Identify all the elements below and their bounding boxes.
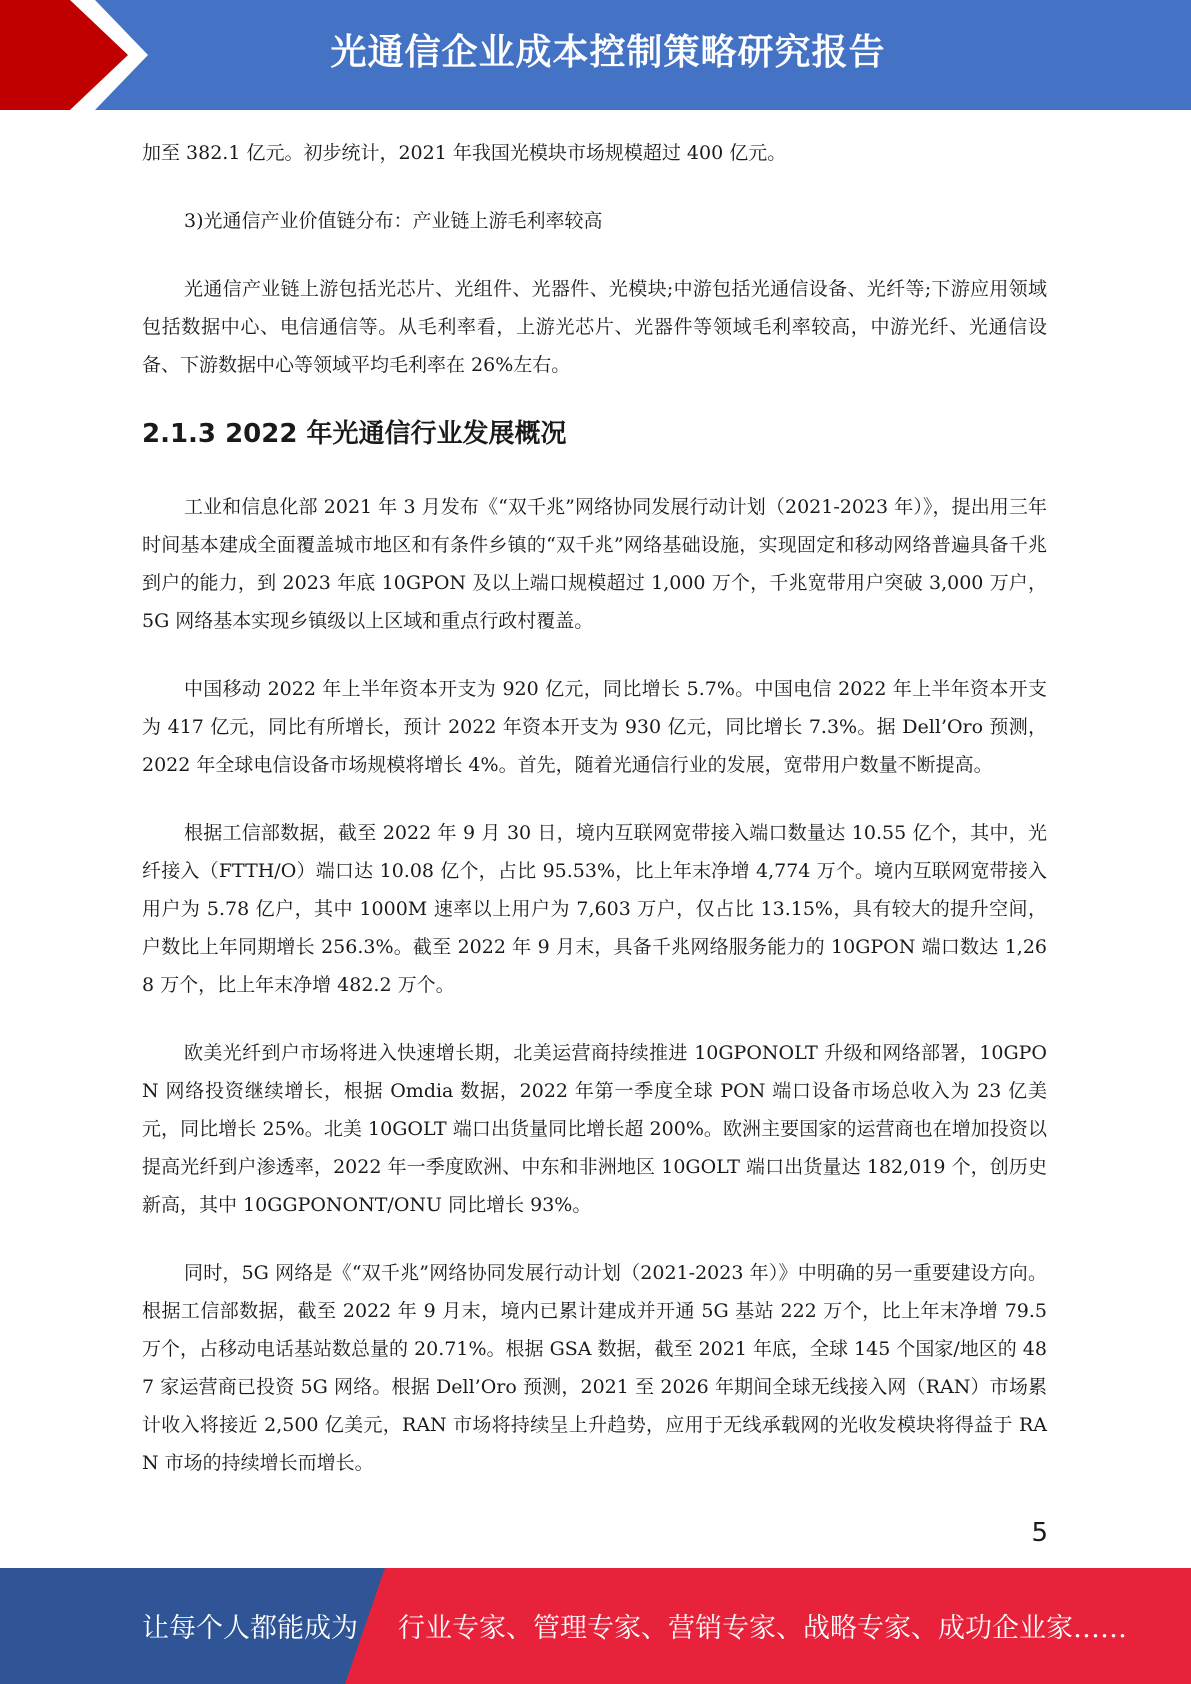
paragraph-capex: 中国移动 2022 年上半年资本开支为 920 亿元，同比增长 5.7%。中国电信 2022 年上半年资本开支为 417 亿元，同比有所增长，预计 2022 年资本开支为 930 亿元，同比增长 7.3%。据 Dell’Oro 预测，2022 年全球电信设备市场规模将增长 4%。首先，随着光通信行业的发展，宽带用户数量不断提高。 bbox=[142, 678, 1047, 776]
report-title: 光通信企业成本控制策略研究报告 bbox=[330, 32, 886, 73]
paragraph-1: 加至 382.1 亿元。初步统计，2021 年我国光模块市场规模超过 400 亿元。 bbox=[142, 142, 787, 164]
paragraph-value-chain: 光通信产业链上游包括光芯片、光组件、光器件、光模块;中游包括光通信设备、光纤等;下游应用领域包括数据中心、电信通信等。从毛利率看，上游光芯片、光器件等领域毛利率较高，中游光纤、光通信设备、下游数据中心等领域平均毛利率在 26%左右。 bbox=[142, 278, 1047, 376]
paragraph-policy: 工业和信息化部 2021 年 3 月发布《“双千兆”网络协同发展行动计划（2021-2023 年）》，提出用三年时间基本建成全面覆盖城市地区和有条件乡镇的“双千兆”网络基础设施，实现固定和移动网络普遍具备千兆到户的能力，到 2023 年底 10GPON 及以上端口规模超过 1,000 万个，千兆宽带用户突破 3,000 万户，5G 网络基本实现乡镇级以上区域和重点行政村覆盖。 bbox=[142, 496, 1047, 632]
section-heading: 2.1.3 2022 年光通信行业发展概况 bbox=[142, 419, 567, 449]
footer-slogan-left: 让每个人都能成为 bbox=[142, 1613, 358, 1644]
header-banner bbox=[0, 0, 1191, 110]
paragraph-5g: 同时，5G 网络是《“双千兆”网络协同发展行动计划（2021-2023 年）》中明确的另一重要建设方向。根据工信部数据，截至 2022 年 9 月末，境内已累计建成并开通 5G 基站 222 万个，比上年末净增 79.5 万个，占移动电话基站数总量的 20.71%。根据 GSA 数据，截至 2021 年底，全球 145 个国家/地区的 487 家运营商已投资 5G 网络。根据 Dell’Oro 预测，2021 至 2026 年期间全球无线接入网（RAN）市场累计收入将接近 2,500 亿美元，RAN 市场将持续呈上升趋势，应用于无线承载网的光收发模块将得益于 RAN 市场的持续增长而增长。 bbox=[142, 1262, 1047, 1474]
footer-banner bbox=[0, 1568, 1191, 1684]
subheading-value-chain: 3)光通信产业价值链分布：产业链上游毛利率较高 bbox=[184, 210, 603, 232]
footer-slogan-right: 行业专家、管理专家、营销专家、战略专家、成功企业家…… bbox=[398, 1613, 1127, 1644]
page-number: 5 bbox=[1031, 1518, 1048, 1548]
paragraph-broadband: 根据工信部数据，截至 2022 年 9 月 30 日，境内互联网宽带接入端口数量达 10.55 亿个，其中，光纤接入（FTTH/O）端口达 10.08 亿个，占比 95.53%，比上年末净增 4,774 万个。境内互联网宽带接入用户为 5.78 亿户，其中 1000M 速率以上用户为 7,603 万户，仅占比 13.15%，具有较大的提升空间，户数比上年同期增长 256.3%。截至 2022 年 9 月末，具备千兆网络服务能力的 10GPON 端口数达 1,268 万个，比上年末净增 482.2 万个。 bbox=[142, 822, 1047, 996]
page-body bbox=[142, 134, 1047, 1512]
paragraph-overseas: 欧美光纤到户市场将进入快速增长期，北美运营商持续推进 10GPONOLT 升级和网络部署，10GPON 网络投资继续增长，根据 Omdia 数据，2022 年第一季度全球 PON 端口设备市场总收入为 23 亿美元，同比增长 25%。北美 10GOLT 端口出货量同比增长超 200%。欧洲主要国家的运营商也在增加投资以提高光纤到户渗透率，2022 年一季度欧洲、中东和非洲地区 10GOLT 端口出货量达 182,019 个，创历史新高，其中 10GGPONONT/ONU 同比增长 93%。 bbox=[142, 1042, 1047, 1216]
